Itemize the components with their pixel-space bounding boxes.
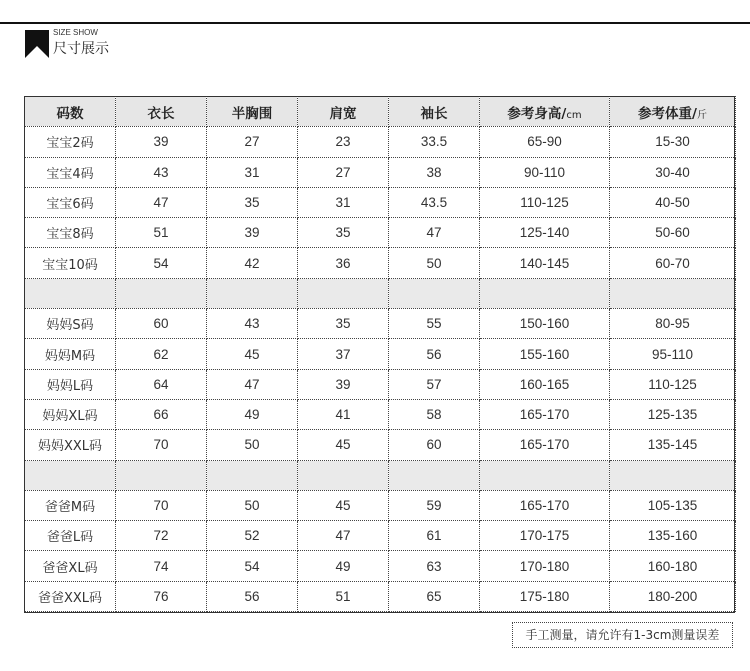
table-cell: 62 <box>116 339 207 369</box>
table-cell: 72 <box>116 521 207 551</box>
table-cell: 170-180 <box>480 551 610 581</box>
table-cell: 43 <box>207 309 298 339</box>
table-cell: 36 <box>298 248 389 278</box>
table-row <box>25 218 736 248</box>
table-cell: 31 <box>207 157 298 187</box>
size-name-cell: 宝宝6码 <box>25 187 116 217</box>
size-name-cell: 妈妈L码 <box>25 369 116 399</box>
table-cell: 45 <box>207 339 298 369</box>
measurement-note: 手工测量，请允许有1-3cm测量误差 <box>512 622 733 648</box>
table-cell: 76 <box>116 581 207 611</box>
size-name-cell: 妈妈XL码 <box>25 399 116 429</box>
table-cell: 70 <box>116 490 207 520</box>
table-cell: 175-180 <box>480 581 610 611</box>
table-cell: 23 <box>298 127 389 157</box>
table-cell <box>116 278 207 308</box>
table-cell: 56 <box>389 339 480 369</box>
table-cell: 155-160 <box>480 339 610 369</box>
table-cell: 41 <box>298 399 389 429</box>
table-cell: 60 <box>389 430 480 460</box>
size-name-cell: 爸爸XL码 <box>25 551 116 581</box>
table-cell: 54 <box>116 248 207 278</box>
table-cell <box>298 278 389 308</box>
section-title-en: SIZE SHOW <box>53 28 98 37</box>
table-cell: 140-145 <box>480 248 610 278</box>
size-name-cell: 妈妈XXL码 <box>25 430 116 460</box>
table-cell <box>207 278 298 308</box>
size-name-cell: 妈妈M码 <box>25 339 116 369</box>
table-header-row <box>25 97 736 127</box>
table-cell: 180-200 <box>610 581 736 611</box>
table-cell: 58 <box>389 399 480 429</box>
size-table <box>24 96 736 612</box>
size-name-cell: 宝宝8码 <box>25 218 116 248</box>
table-cell: 55 <box>389 309 480 339</box>
section-title: 尺寸展示 <box>53 41 109 57</box>
table-cell: 49 <box>207 399 298 429</box>
table-cell: 35 <box>207 187 298 217</box>
table-body <box>25 127 736 612</box>
table-cell: 56 <box>207 581 298 611</box>
size-name-cell: 爸爸L码 <box>25 521 116 551</box>
table-cell: 33.5 <box>389 127 480 157</box>
table-row <box>25 581 736 611</box>
size-name-cell: 爸爸M码 <box>25 490 116 520</box>
table-cell: 43.5 <box>389 187 480 217</box>
table-cell: 59 <box>389 490 480 520</box>
table-cell: 39 <box>207 218 298 248</box>
table-cell: 47 <box>207 369 298 399</box>
table-cell: 47 <box>116 187 207 217</box>
table-cell: 125-135 <box>610 399 736 429</box>
table-cell: 60-70 <box>610 248 736 278</box>
table-cell: 43 <box>116 157 207 187</box>
table-row <box>25 187 736 217</box>
table-cell <box>389 460 480 490</box>
table-row <box>25 157 736 187</box>
column-header: 参考身高/cm <box>480 97 610 127</box>
table-cell: 110-125 <box>480 187 610 217</box>
column-header: 衣长 <box>116 97 207 127</box>
table-cell: 52 <box>207 521 298 551</box>
table-cell: 150-160 <box>480 309 610 339</box>
table-cell: 47 <box>389 218 480 248</box>
table-cell: 51 <box>298 581 389 611</box>
table-cell: 50 <box>207 490 298 520</box>
table-row <box>25 430 736 460</box>
table-cell: 54 <box>207 551 298 581</box>
table-cell: 38 <box>389 157 480 187</box>
column-header: 码数 <box>25 97 116 127</box>
table-cell: 165-170 <box>480 430 610 460</box>
table-cell: 45 <box>298 430 389 460</box>
table-cell <box>116 460 207 490</box>
table-cell: 27 <box>207 127 298 157</box>
table-row <box>25 551 736 581</box>
table-cell: 65 <box>389 581 480 611</box>
separator-row <box>25 278 736 308</box>
table-cell: 40-50 <box>610 187 736 217</box>
table-cell: 50 <box>389 248 480 278</box>
table-cell: 60 <box>116 309 207 339</box>
separator-row <box>25 460 736 490</box>
table-row <box>25 248 736 278</box>
table-cell: 105-135 <box>610 490 736 520</box>
table-cell <box>610 278 736 308</box>
table-cell: 50 <box>207 430 298 460</box>
table-cell: 65-90 <box>480 127 610 157</box>
table-cell: 110-125 <box>610 369 736 399</box>
table-cell <box>298 460 389 490</box>
table-cell: 35 <box>298 218 389 248</box>
table-cell: 63 <box>389 551 480 581</box>
table-cell: 160-165 <box>480 369 610 399</box>
table-cell: 57 <box>389 369 480 399</box>
table-cell: 70 <box>116 430 207 460</box>
table-row <box>25 339 736 369</box>
size-name-cell: 妈妈S码 <box>25 309 116 339</box>
table-row <box>25 521 736 551</box>
table-row <box>25 309 736 339</box>
table-cell: 135-160 <box>610 521 736 551</box>
table-cell: 37 <box>298 339 389 369</box>
table-row <box>25 399 736 429</box>
table-cell: 80-95 <box>610 309 736 339</box>
table-row <box>25 490 736 520</box>
table-cell: 61 <box>389 521 480 551</box>
table-cell: 160-180 <box>610 551 736 581</box>
table-cell: 42 <box>207 248 298 278</box>
table-cell: 90-110 <box>480 157 610 187</box>
table-cell: 135-145 <box>610 430 736 460</box>
table-cell: 165-170 <box>480 490 610 520</box>
size-name-cell <box>25 460 116 490</box>
column-header: 参考体重/斤 <box>610 97 736 127</box>
top-divider <box>0 22 750 24</box>
table-cell: 50-60 <box>610 218 736 248</box>
size-name-cell: 宝宝4码 <box>25 157 116 187</box>
table-row <box>25 127 736 157</box>
table-cell: 15-30 <box>610 127 736 157</box>
table-cell <box>610 460 736 490</box>
bookmark-icon <box>25 30 49 58</box>
table-cell: 31 <box>298 187 389 217</box>
size-name-cell: 宝宝2码 <box>25 127 116 157</box>
table-cell: 35 <box>298 309 389 339</box>
size-name-cell: 宝宝10码 <box>25 248 116 278</box>
column-header: 肩宽 <box>298 97 389 127</box>
column-header: 半胸围 <box>207 97 298 127</box>
size-name-cell <box>25 278 116 308</box>
table-cell: 39 <box>116 127 207 157</box>
table-row <box>25 369 736 399</box>
table-cell: 51 <box>116 218 207 248</box>
table-cell: 64 <box>116 369 207 399</box>
table-cell <box>389 278 480 308</box>
table-cell <box>480 278 610 308</box>
table-cell: 39 <box>298 369 389 399</box>
section-header <box>25 26 225 62</box>
table-cell: 74 <box>116 551 207 581</box>
table-cell: 30-40 <box>610 157 736 187</box>
table-cell: 27 <box>298 157 389 187</box>
table-cell: 49 <box>298 551 389 581</box>
size-name-cell: 爸爸XXL码 <box>25 581 116 611</box>
table-cell <box>207 460 298 490</box>
table-cell: 45 <box>298 490 389 520</box>
table-cell: 125-140 <box>480 218 610 248</box>
table-cell: 165-170 <box>480 399 610 429</box>
column-header: 袖长 <box>389 97 480 127</box>
table-cell: 66 <box>116 399 207 429</box>
table-cell: 170-175 <box>480 521 610 551</box>
table-cell: 95-110 <box>610 339 736 369</box>
table-cell: 47 <box>298 521 389 551</box>
table-cell <box>480 460 610 490</box>
